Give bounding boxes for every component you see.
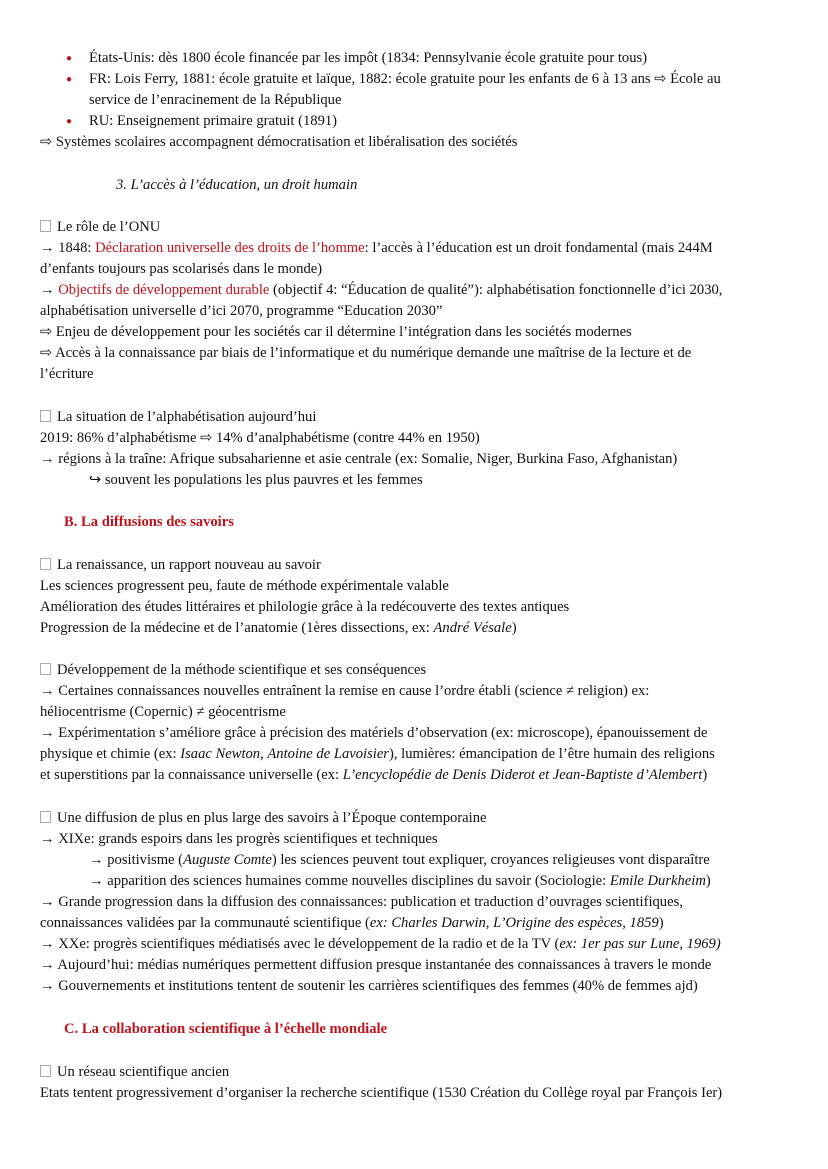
methode-line-5: et superstitions par la connaissance universelle (ex: L’encyclopédie de Denis Diderot et Jean-Baptiste d’Alembert) <box>40 767 708 783</box>
methode-line-3: → Expérimentation s’améliore grâce à précision des matériels d’observation (ex: microscope), épanouissement de <box>40 725 708 741</box>
link-declaration: Déclaration universelle des droits de l’homme <box>95 240 365 256</box>
contemporaine-line-7: → Aujourd’hui: médias numériques permettent diffusion presque instantanée des connaissances à travers le monde <box>40 957 712 973</box>
renaissance-line-2: Amélioration des études littéraires et philologie grâce à la redécouverte des textes antiques <box>40 599 570 615</box>
link-odd: Objectifs de développement durable <box>58 282 270 298</box>
alpha-line-3: ↪ souvent les populations les plus pauvres et les femmes <box>89 472 423 488</box>
onu-line-3: → Objectifs de développement durable (objectif 4: “Éducation de qualité”): alphabétisation fonctionnelle d’ici 2030, <box>40 282 723 298</box>
bullet-usa: ● États-Unis: dès 1800 école financée par les impôt (1834: Pennsylvanie école gratuite pour tous) <box>89 48 647 69</box>
contemporaine-line-6: → XXe: progrès scientifiques médiatisés avec le développement de la radio et de la TV (ex: 1er pas sur Lune, 1969) <box>40 936 721 952</box>
methode-line-4: physique et chimie (ex: Isaac Newton, Antoine de Lavoisier), lumières: émancipation de l’être humain des religions <box>40 746 715 762</box>
alpha-heading: La situation de l’alphabétisation aujourd’hui <box>40 407 316 428</box>
contemporaine-line-2: → positivisme (Auguste Comte) les sciences peuvent tout expliquer, croyances religieuses vont disparaître <box>89 852 710 868</box>
onu-line-5: ⇨ Enjeu de développement pour les sociétés car il détermine l’intégration dans les sociétés modernes <box>40 324 632 340</box>
checkbox-icon <box>40 663 51 675</box>
reseau-line-1: Etats tentent progressivement d’organiser la recherche scientifique (1530 Création du Collège royal par François Ier) <box>40 1085 723 1101</box>
methode-line-1: → Certaines connaissances nouvelles entraînent la remise en cause l’ordre établi (science ≠ religion) ex: <box>40 683 650 699</box>
section-c-title: C. La collaboration scientifique à l’échelle mondiale <box>64 1021 388 1037</box>
onu-heading-text: Le rôle de l’ONU <box>57 219 161 235</box>
methode-line-2: héliocentrisme (Copernic) ≠ géocentrisme <box>40 704 286 720</box>
checkbox-icon <box>40 811 51 823</box>
renaissance-line-3: Progression de la médecine et de l’anatomie (1ères dissections, ex: André Vésale) <box>40 620 517 636</box>
checkbox-icon <box>40 558 51 570</box>
bullet-ru: ● RU: Enseignement primaire gratuit (1891) <box>89 111 337 132</box>
alpha-line-2: → régions à la traîne: Afrique subsaharienne et asie centrale (ex: Somalie, Niger, Burkina Faso, Afghanistan) <box>40 451 678 467</box>
contemporaine-heading: Une diffusion de plus en plus large des savoirs à l’Époque contemporaine <box>40 808 486 829</box>
section-b-title: B. La diffusions des savoirs <box>64 514 234 530</box>
reseau-heading: Un réseau scientifique ancien <box>40 1062 229 1083</box>
onu-heading <box>40 217 160 238</box>
onu-line-7: l’écriture <box>40 366 94 382</box>
bullet-france: ● FR: Lois Ferry, 1881: école gratuite et laïque, 1882: école gratuite pour les enfants de 6 à 13 ans ⇨ École au <box>89 69 721 90</box>
contemporaine-line-1: → XIXe: grands espoirs dans les progrès scientifiques et techniques <box>40 831 438 847</box>
methode-heading: Développement de la méthode scientifique et ses conséquences <box>40 660 426 681</box>
contemporaine-line-3: → apparition des sciences humaines comme nouvelles disciplines du savoir (Sociologie: Emile Durkheim) <box>89 873 711 889</box>
bullet-france-cont: service de l’enracinement de la République <box>89 92 342 108</box>
alpha-line-1: 2019: 86% d’alphabétisme ⇨ 14% d’analphabétisme (contre 44% en 1950) <box>40 430 480 446</box>
contemporaine-line-5: connaissances validées par la communauté scientifique (ex: Charles Darwin, L’Origine des espèces, 1859) <box>40 915 664 931</box>
checkbox-icon <box>40 410 51 422</box>
intro-conclusion: ⇨ Systèmes scolaires accompagnent démocratisation et libéralisation des sociétés <box>40 134 518 150</box>
onu-line-2: d’enfants toujours pas scolarisés dans le monde) <box>40 261 323 277</box>
checkbox-icon <box>40 1065 51 1077</box>
onu-line-6: ⇨ Accès à la connaissance par biais de l’informatique et du numérique demande une maîtrise de la lecture et de <box>40 345 692 361</box>
renaissance-heading: La renaissance, un rapport nouveau au savoir <box>40 555 321 576</box>
contemporaine-line-4: → Grande progression dans la diffusion des connaissances: publication et traduction d’ouvrages scientifiques, <box>40 894 683 910</box>
section-3-title: 3. L’accès à l’éducation, un droit humain <box>116 177 358 193</box>
contemporaine-line-8: → Gouvernements et institutions tentent de soutenir les carrières scientifiques des femmes (40% de femmes ajd) <box>40 978 698 994</box>
onu-line-1: → 1848: Déclaration universelle des droits de l’homme: l’accès à l’éducation est un droit fondamental (mais 244M <box>40 240 713 256</box>
renaissance-line-1: Les sciences progressent peu, faute de méthode expérimentale valable <box>40 578 449 594</box>
onu-line-4: alphabétisation universelle d’ici 2070, programme “Education 2030” <box>40 303 443 319</box>
checkbox-icon <box>40 220 51 232</box>
